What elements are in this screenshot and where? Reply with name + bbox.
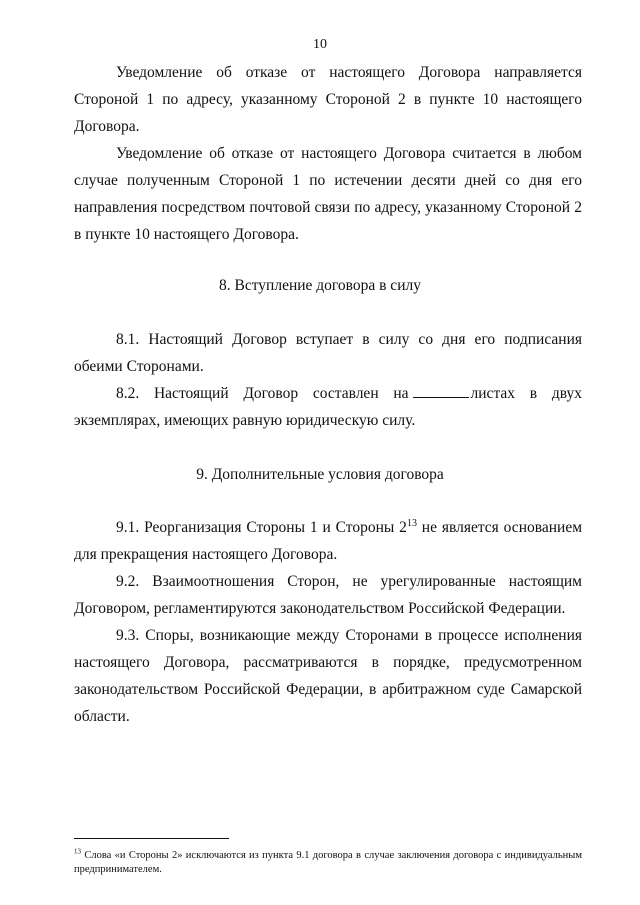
clause-9-3: 9.3. Споры, возникающие между Сторонами в процессе исполнения настоящего Договора, рассматриваются в порядке, предусмотренном законодательством Российской Федерации, в арбитражном суде Самарской области. bbox=[74, 627, 582, 725]
paragraph-refusal-notice-sent: Уведомление об отказе от настоящего Договора направляется Стороной 1 по адресу, указанному Стороной 2 в пункте 10 настоящего Договора. bbox=[74, 64, 582, 135]
clause-8-2-text-after: листах в двух экземплярах, имеющих равную юридическую силу. bbox=[74, 385, 583, 429]
paragraph-refusal-notice-received: Уведомление об отказе от настоящего Договора считается в любом случае полученным Стороной 1 по истечении десяти дней со дня его направления посредством почтовой связи по адресу, указанному Стороной 2 в пункте 10 настоящего Договора. bbox=[74, 145, 582, 243]
footnote-number: 13 bbox=[74, 847, 81, 856]
section-9-heading: 9. Дополнительные условия договора bbox=[196, 466, 444, 483]
clause-9-1-text-before: 9.1. Реорганизация Стороны 1 и Стороны 2 bbox=[116, 519, 407, 536]
clause-9-1 bbox=[74, 514, 582, 568]
clause-9-2: 9.2. Взаимоотношения Сторон, не урегулированные настоящим Договором, регламентируются законодательством Российской Федерации. bbox=[74, 573, 582, 617]
clause-9-1-text-after: не является основанием для прекращения настоящего Договора. bbox=[74, 519, 583, 563]
footnote-text: Слова «и Стороны 2» исключаются из пункта 9.1 договора в случае заключения договора с индивидуальным предпринимателем. bbox=[74, 850, 582, 875]
clause-8-2-text-before: 8.2. Настоящий Договор составлен на bbox=[116, 385, 409, 402]
clause-8-2 bbox=[74, 380, 582, 434]
sheets-count-blank bbox=[413, 385, 469, 398]
footnote-reference: 13 bbox=[406, 517, 417, 529]
section-8-heading: 8. Вступление договора в силу bbox=[219, 277, 421, 294]
footnote bbox=[74, 849, 582, 877]
clause-8-1: 8.1. Настоящий Договор вступает в силу со дня его подписания обеими Сторонами. bbox=[74, 331, 582, 375]
page-number: 10 bbox=[313, 37, 327, 52]
footnote-separator bbox=[74, 838, 229, 839]
